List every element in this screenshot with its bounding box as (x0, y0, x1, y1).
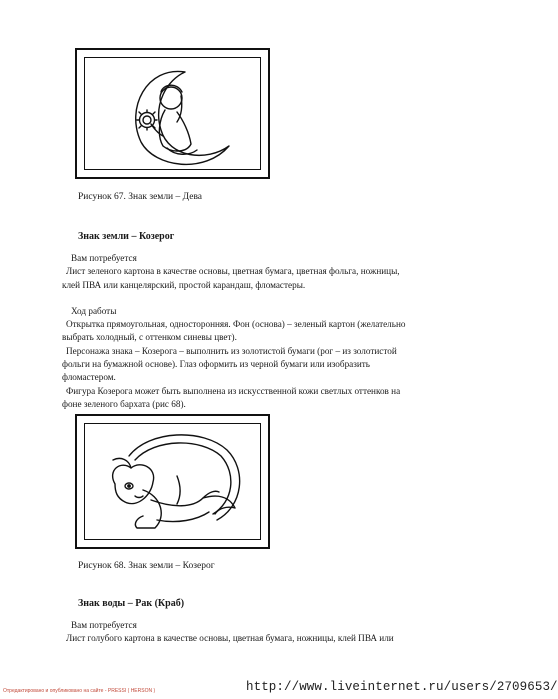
needs-text-line-1: Лист зеленого картона в качестве основы, цветная бумага, цветная фольга, ножницы, (66, 266, 400, 277)
figure-67-frame (75, 48, 270, 179)
virgo-illustration-icon (77, 50, 268, 177)
cancer-body (62, 619, 438, 646)
work-line-2a: Персонажа знака – Козерога – выполнить из золотистой бумаги (рог – из золотистой (66, 345, 397, 356)
section-heading-cancer: Знак воды – Рак (Краб) (78, 598, 185, 609)
work-line-1a: Открытка прямоугольная, односторонняя. Фон (основа) – зеленый картон (желательно (66, 319, 406, 330)
section-heading-capricorn: Знак земли – Козерог (78, 231, 175, 242)
work-line-1b: выбрать холодный, с оттенком синевы цвет). (62, 332, 237, 343)
work-title: Ход работы (71, 305, 117, 316)
cancer-needs-text-line-1: Лист голубого картона в качестве основы, цветная бумага, ножницы, клей ПВА или (66, 633, 394, 644)
source-url[interactable]: http://www.liveinternet.ru/users/2709653/ (246, 680, 558, 694)
work-line-2c: фломастером. (62, 372, 116, 383)
spacer (62, 292, 438, 305)
figure-68-frame (75, 414, 270, 549)
figure-68-caption: Рисунок 68. Знак земли – Козерог (78, 561, 215, 571)
capricorn-body (62, 252, 438, 411)
watermark-text: Отредактировано и опубликовано на сайте - PRESSI ( HERSON ) (3, 688, 156, 694)
work-line-3a: Фигура Козерога может быть выполнена из искусственной кожи светлых оттенков на (66, 385, 401, 396)
cancer-needs-title: Вам потребуется (71, 620, 137, 630)
capricorn-illustration-icon (77, 416, 268, 547)
needs-title: Вам потребуется (71, 253, 137, 263)
work-line-3b: фоне зеленого бархата (рис 68). (62, 398, 186, 409)
figure-67-caption: Рисунок 67. Знак земли – Дева (78, 192, 203, 202)
needs-text-line-2: клей ПВА или канцелярский, простой карандаш, фломастеры. (62, 279, 306, 290)
work-line-2b: фольги на бумажной основе). Глаз оформить из черной бумаги или изобразить (62, 359, 370, 370)
